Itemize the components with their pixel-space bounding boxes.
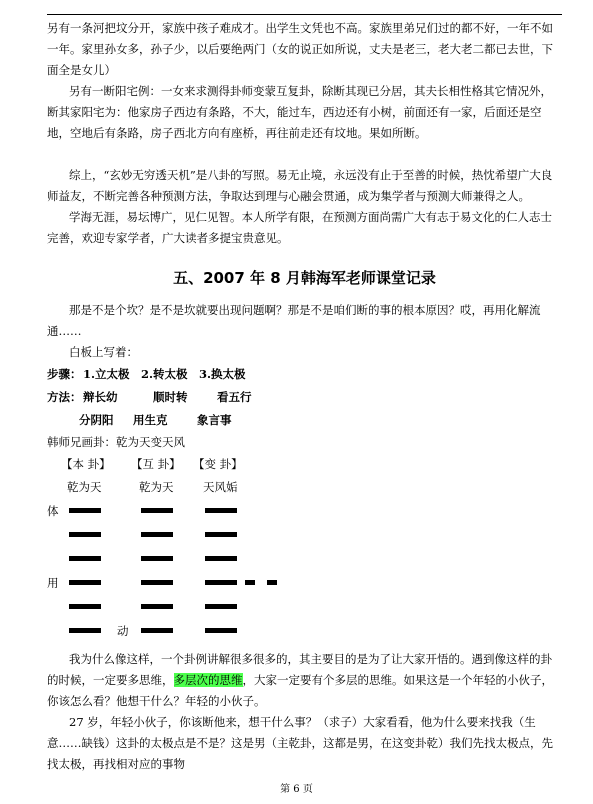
ben-gua-yang-line <box>69 604 101 609</box>
gua-name-bian: 天风姤 <box>203 480 238 494</box>
ben-gua-yang-line <box>69 556 101 561</box>
gua-header-hu: 【互 卦】 <box>131 457 181 471</box>
method-4: 分阴阳 <box>79 413 114 427</box>
ben-gua-yang-line <box>69 532 101 537</box>
hexagram-line-row <box>47 619 562 643</box>
highlighted-phrase: 多层次的思维 <box>173 673 243 687</box>
step-2: 2.转太极 <box>141 367 188 381</box>
gua-name-hu: 乾为天 <box>139 480 174 494</box>
section-title: 五、2007 年 8 月韩海军老师课堂记录 <box>173 269 436 287</box>
bian-gua-yin-line <box>245 580 255 585</box>
step-3: 3.换太极 <box>199 367 246 381</box>
hexagram-line-row <box>47 523 562 547</box>
whiteboard-label: 白板上写着： <box>69 345 138 359</box>
gua-names <box>47 476 562 499</box>
gua-header-bian: 【变 卦】 <box>193 457 243 471</box>
paragraph-closing: 学海无涯，易坛博广，见仁见智。本人所学有限，在预测方面尚需广大有志于易文化的仁人志士完善，欢迎专家学者，广大读者多提宝贵意见。 <box>47 210 552 245</box>
methods-row-1 <box>47 386 562 409</box>
bian-gua-yin-line <box>205 580 237 585</box>
moving-line-label: 动 <box>117 624 129 638</box>
document-page <box>47 18 562 775</box>
hu-gua-yang-line <box>141 532 173 537</box>
paragraph-yangzhai-example: 另有一断阳宅例：一女来求测得卦师变蒙互复卦，除断其现已分居，其夫长相性格其它情况外，断其家阳宅为：他家房子西边有条路，不大，能过车，西边还有小树，前面还有一家，后面还是空地，空地后有条路，房子西北方向有座桥，再往前走还有坟地。果如所断。 <box>47 84 552 140</box>
hexagram-line-row <box>47 571 562 595</box>
hu-gua-yang-line <box>141 604 173 609</box>
gua-headers <box>47 453 562 476</box>
bian-gua-yang-line <box>205 532 237 537</box>
bian-gua-yang-line <box>205 508 237 513</box>
bian-gua-yin-line <box>267 580 277 585</box>
paragraph-multilayer-after: ，大家一定要有个多层的思维。如果这是一个年轻的小伙子，你该怎么看？他想干什么？年轻的小伙子。 <box>47 673 553 708</box>
side-label-ti: 体 <box>47 504 59 518</box>
paragraph-lineage: 另有一条河把坟分开，家族中孩子难成才。出学生文凭也不高。家族里弟兄们过的都不好，一年不如一年。家里孙女多，孙子少，以后要绝两门（女的说正如所说，丈夫是老三，老大老二都已去世，下面全是女儿） <box>47 21 553 77</box>
ben-gua-yang-line <box>69 508 101 513</box>
paragraph-summary: 综上，“玄妙无穷透天机”是八卦的写照。易无止境，永远没有止于至善的时候，热忱希望广大良师益友，不断完善各种预测方法，争取达到理与心融会贯通，成为集学者与预测大师兼得之人。 <box>47 168 553 203</box>
bian-gua-yang-line <box>205 628 237 633</box>
steps-row <box>47 363 562 386</box>
ben-gua-yang-line <box>69 580 101 585</box>
hu-gua-yang-line <box>141 556 173 561</box>
steps-label: 步骤： <box>47 367 82 381</box>
methods-label: 方法： <box>47 390 82 404</box>
gua-name-ben: 乾为天 <box>67 480 102 494</box>
hu-gua-yang-line <box>141 628 173 633</box>
bian-gua-yang-line <box>205 556 237 561</box>
hexagram-line-row <box>47 499 562 523</box>
paragraph-multilayer <box>47 649 562 712</box>
page-number: 第 6 页 <box>280 784 313 795</box>
methods-row-2 <box>47 409 562 432</box>
method-6: 象言事 <box>197 413 232 427</box>
method-1: 辩长幼 <box>83 390 118 404</box>
side-label-yong: 用 <box>47 576 59 590</box>
method-3: 看五行 <box>217 390 252 404</box>
hu-gua-yang-line <box>141 580 173 585</box>
paragraph-young-man: 27 岁，年轻小伙子，你该断他来，想干什么事？（求子）大家看看，他为什么要来找我（生意……缺钱）这卦的太极点是不是？这是男（主乾卦，这都是男，在这变卦乾）我们先找太极点，先找太极，再找相对应的事物 <box>47 715 553 771</box>
hu-gua-yang-line <box>141 508 173 513</box>
hexagram-line-row <box>47 595 562 619</box>
gua-header-ben: 【本 卦】 <box>61 457 111 471</box>
header-rule <box>47 14 562 15</box>
paragraph-multilayer-before: 我为什么像这样，一个卦例讲解很多很多的，其主要目的是为了让大家开悟的。遇到像这样的卦的时候，一定要多思维， <box>47 652 552 687</box>
draw-note: 韩师兄画卦：乾为天变天风 <box>47 435 185 449</box>
hexagram-diagram <box>47 499 562 643</box>
hexagram-line-row <box>47 547 562 571</box>
method-2: 顺时转 <box>153 390 188 404</box>
intro-text: 那是不是个坎？是不是坎就要出现问题啊？那是不是咱们断的事的根本原因？哎，再用化解流通…… <box>47 303 541 338</box>
ben-gua-yang-line <box>69 628 101 633</box>
step-1: 1.立太极 <box>83 367 130 381</box>
method-5: 用生克 <box>133 413 168 427</box>
bian-gua-yang-line <box>205 604 237 609</box>
